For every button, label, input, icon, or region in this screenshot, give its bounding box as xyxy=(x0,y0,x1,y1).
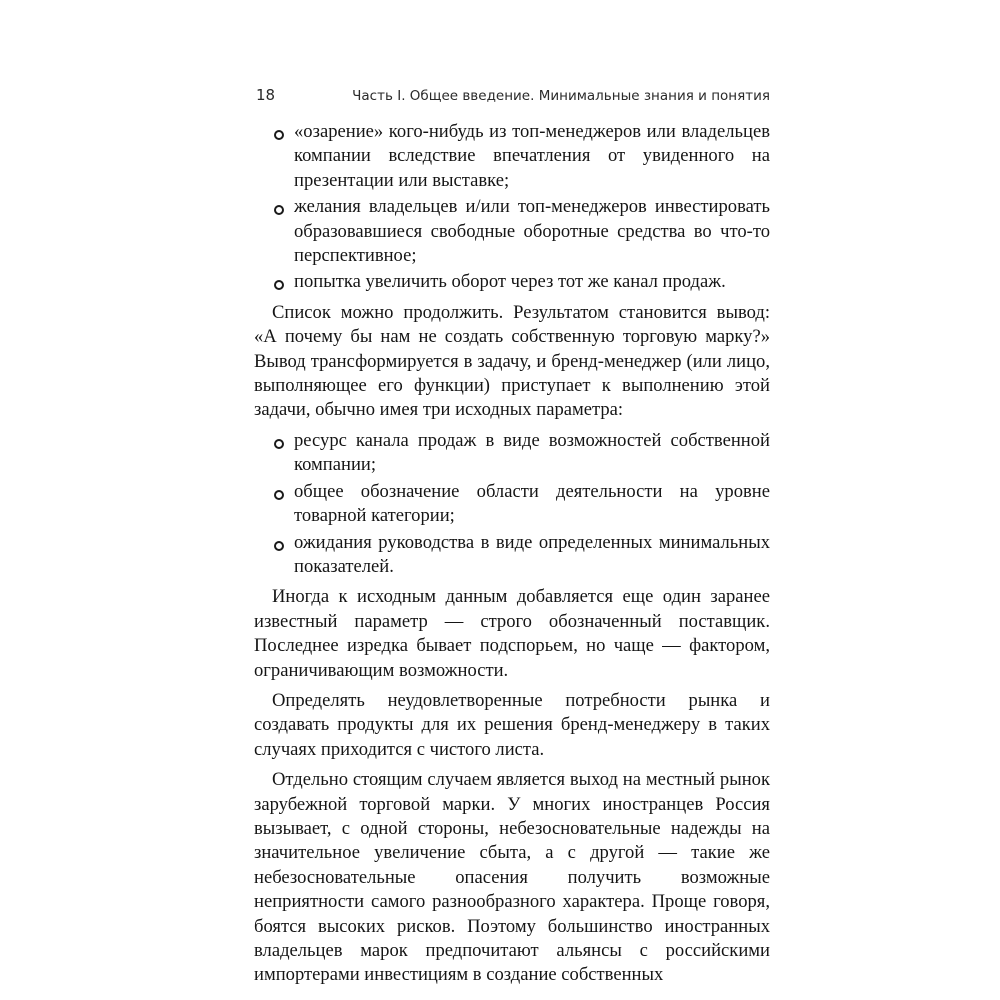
list-item xyxy=(254,480,770,529)
bullet-circle-icon xyxy=(274,280,284,290)
bullet-circle-icon xyxy=(274,439,284,449)
list-item-text: общее обозначение области деятельности на уровне товарной категории; xyxy=(294,480,770,527)
list-item-text: ожидания руководства в виде определенных минимальных показателей. xyxy=(294,531,770,577)
paragraph: Иногда к исходным данным добавляется еще один заранее известный параметр — строго обозначенный поставщик. Последнее изредка бывает подспорьем, но чаще — фактором, ограничивающим возможности. xyxy=(254,586,770,681)
running-head xyxy=(254,86,770,108)
body-text xyxy=(254,120,770,988)
list-item xyxy=(254,270,770,294)
list-item-text: ресурс канала продаж в виде возможностей собственной компании; xyxy=(294,429,770,476)
bullet-list-1 xyxy=(254,120,770,295)
bullet-circle-icon xyxy=(274,541,284,551)
list-item-text: попытка увеличить оборот через тот же канал продаж. xyxy=(294,271,726,293)
list-item xyxy=(254,195,770,268)
list-item xyxy=(254,429,770,478)
paragraph: Отдельно стоящим случаем является выход на местный рынок зарубежной торговой марки. У многих иностранцев Россия вызывает, с одной стороны, небезосновательные надежды на значительное увеличение сбыта, а с другой — такие же небезосновательные опасения получить возможные неприятности самого разнообразного характера. Проще говоря, боятся высоких рисков. Поэтому большинство иностранных владельцев марок предпочитают альянсы с российскими импортерами инвестициям в создание собственных xyxy=(254,769,770,986)
bullet-list-2 xyxy=(254,429,770,579)
page-number: 18 xyxy=(256,86,276,104)
paragraph: Список можно продолжить. Результатом становится вывод: «А почему бы нам не создать собственную торговую марку?» Вывод трансформируется в задачу, и бренд-менеджер (или лицо, выполняющее его функции) приступает к выполнению этой задачи, обычно имея три исходных параметра: xyxy=(254,301,770,421)
list-item-text: желания владельцев и/или топ-менеджеров инвестировать образовавшиеся свободные оборотные средства во что-то перспективное; xyxy=(294,196,770,267)
running-title: Часть I. Общее введение. Минимальные знания и понятия xyxy=(352,88,770,104)
list-item xyxy=(254,120,770,193)
book-page xyxy=(254,86,770,990)
bullet-circle-icon xyxy=(274,130,284,140)
list-item-text: «озарение» кого-нибудь из топ-менеджеров или владельцев компании вследствие впечатления от увиденного на презентации или выставке; xyxy=(294,121,770,191)
paragraph: Определять неудовлетворенные потребности рынка и создавать продукты для их решения бренд-менеджеру в таких случаях приходится с чистого листа. xyxy=(254,689,770,760)
bullet-circle-icon xyxy=(274,490,284,500)
list-item xyxy=(254,531,770,580)
bullet-circle-icon xyxy=(274,205,284,215)
